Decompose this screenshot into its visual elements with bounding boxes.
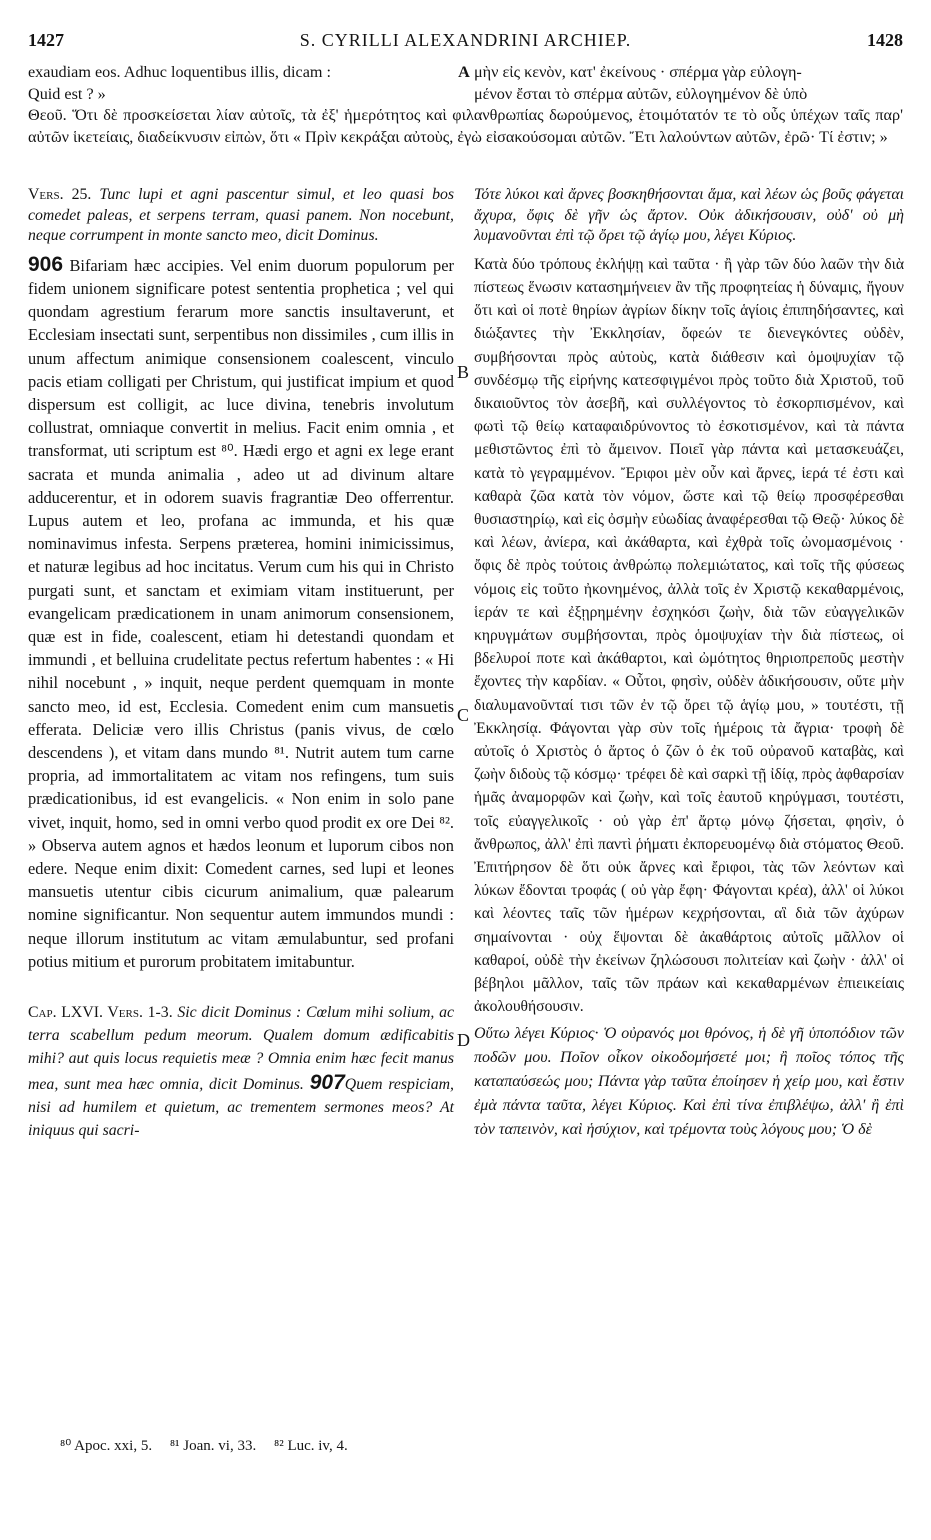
intro-latin-line-1: exaudiam eos. Adhuc loquentibus illis, dicam : [28,63,332,81]
margin-marker-a: A [458,63,470,81]
page-number-right: 1428 [867,30,903,50]
margin-marker-b: B [457,362,470,382]
intro-block [28,62,903,148]
greek-commentary: Κατὰ δύο τρόπους ἐκλήψῃ καὶ ταῦτα · ἢ γὰρ τῶν δύο λαῶν τὴν διὰ πίστεως ἕνωσιν κατασημήνειεν ἂν τῆς προφητείας ἡ δύναμις, ἤγουν ὅτι καὶ οἱ ποτὲ θηρίων ἀγρίων δίκην τοῖς ἁγίοις ἐπιπηδήσαντες, καὶ διώξαντες τὴν Ἐκκλησίαν, ὄφεών τε διενεγκόντες οὐδὲν, συμβήσονται πρὸς αὐτοὺς, κατὰ διάθεσιν καὶ ὁμοψυχίαν τῷ συνδέσμῳ τῆς εἰρήνης κατεσφιγμένοι πρὸς τοῦτο διὰ Χριστοῦ, τοῦ δικαιοῦντος τὸν ἀσεβῆ, καὶ συλλέγοντος τὸ ἐσκορπισμένον, καὶ φωτὶ τῷ θείῳ καταφαιδρύνοντος τὸ ἐσκοτισμένον, καὶ τὰ πάντα μεθιστῶντος ἐπὶ τὸ ἄμεινον. Ποιεῖ γὰρ πάντα καὶ μετασκευάζει, κατὰ τὸ γεγραμμένον. Ἔριφοι μὲν οὖν καὶ ἄρνες, ἱερά τέ ἐστι καὶ καθαρὰ ζῶα κατὰ τὸν νόμον, ὥστε καὶ τῷ θείῳ προσφέρεσθαι θυσιαστηρίῳ, καὶ εἰς ὀσμὴν εὐωδίας ἀναφέρεσθαι τῷ Θεῷ· λύκος δὲ καὶ λέων, ἀνίερα, καὶ ἀκάθαρτα, καὶ ἐχθρὰ τοῖς ὠνομασμένοις · ὄφις δὲ πρὸς τούτοις ἀνθρώπῳ πολεμιώτατος, καὶ τοῖς τῆς φύσεως νόμοις εἰς τοῦτο ἠκονημένος, ἀλλὰ τοῖς ἐν Χριστῷ κεκαθαρμένοις, ἱεράν τε καὶ ἐξῃρημένην ἐσχηκόσι ζωὴν, διὰ τῶν εὐαγγελικῶν κηρυγμάτων συμβήσονται, πρὸς ὁμοψυχίαν τὴν διὰ πίστεως, οἱ βδελυροί ποτε καὶ ἀκάθαρτοι, καὶ ὠμότητος θηριοπρεποῦς μεστὴν ἔχοντες τὴν καρδίαν. « Οὗτοι, φησὶν, οὐδὲν ἀδικήσουσιν, οὔτε μὴν διαλυμανοῦνταί τισι τῶν ἐν τῷ ὄρει τῷ ἁγίῳ μου, » τουτέστι, τῇ Ἐκκλησίᾳ. Φάγονται γὰρ σὺν τοῖς ἡμέροις τὰ ἄγρια· τροφὴ δὲ αὐτοῖς ὁ Χριστὸς ὁ ἄρτος ὁ ζῶν ὁ ἐκ τοῦ οὐρανοῦ καταβὰς, καὶ ζωὴν διδοὺς τῷ κόσμῳ· τρέφει δὲ καὶ σαρκὶ τῇ ἰδίᾳ, πρὸς ἀφθαρσίαν ἡμᾶς ἀναμορφῶν καὶ ζωὴν, καὶ τοῖς ἑαυτοῦ κηρύγμασι, τουτέστι, τοῖς εὐαγγελικοῖς · οὐ γὰρ ἐπ' ἄρτῳ μόνῳ ζήσεται, φησὶν, ὁ ἄνθρωπος, ἀλλ' ἐπὶ παντὶ ῥήματι ἐκπορευομένῳ διὰ στόματος Θεοῦ. Ἐπιτήρησον δὲ ὅτι οὐκ ἄρνες καὶ ἔριφοι, τὰς τῶν λεόντων καὶ λύκων ἔδονται τροφάς ( οὐ γὰρ ἔφη· Φάγονται κρέα), ἀλλ' οἱ λύκοι καὶ λέοντες ταῖς τῶν ἡμέρων κεχρήσονται, αἳ διὰ τῶν ἀχύρων σημαίνονται · οὐχ ἕψονται δὲ ἀκαθάρτοις αὐτοῖς μᾶλλον οἱ καθαροί, οὐδὲ τὴν ἐκείνων ζηλώσουσι πολιτείαν καὶ ζωὴν · ἀλλ' οἱ βέβηλοι μᾶλλον, ταῖς τῶν πράων καὶ κεκαθαρμένων ἐπιεικείαις ἀκολουθήσουσιν. [474,255,904,1016]
footnote-81: ⁸¹ Joan. vi, 33. [169,1438,257,1454]
running-title: S. CYRILLI ALEXANDRINI ARCHIEP. [299,30,632,50]
intro-greek-line-2: μένον ἔσται τὸ σπέρμα αὐτῶν, εὐλογημένον δὲ ὑπὸ [474,84,808,103]
footnotes [60,1436,903,1455]
latin-verse-text: Tunc lupi et agni pascentur simul, et leo quasi bos comedet paleas, et serpens terram, quasi panem. Non nocebunt, neque corrumpent in monte sancto meo, dicit Dominus. [28,186,455,245]
latin-commentary [28,253,454,973]
column-number-906: 906 [28,252,64,276]
latin-commentary-text: Bifariam hæc accipies. Vel enim duorum populorum per fidem unionem significare potest sententia prophetica ; vel qui quondam agrestium ferarum more sanctis insultaverunt, et Ecclesiam insectati sunt, serpentibus non dissimiles , cum illis in unum affectum animique consensionem coalescent, vinculo pacis etiam colligati per Christum, qui justificat impium et quod dispersum est colligit, ac luce divina, tenebris involutum collustrat, omniaque convertit in melius. Facit enim omnia , et transformat, uti scriptum est ⁸⁰. Hædi ergo et agni ex lege erant sacrata et munda animalia , adeo ut ad divinum altare adducerentur, et in odorem suavis fragrantiæ Deo offerrentur. Lupus autem et leo, profana ac immunda, et his quæ nominavimus infesta. Serpens præterea, homini inimicissimus, et naturæ legibus ad hoc incitatus. Verum cum his qui in Christo purgati sunt, et sanctam et eximiam vitam instituerunt, per evangelicam prædicationem in unam animorum consensionem, quæ est in fide, coalescent, etiam hi detestandi quondam et immundi , et belluina crudelitate pectus refertum habentes : « Hi nihil nocebunt , » inquit, neque perdent quemquam in monte sancto meo, id est, Ecclesia. Comedent enim cum mansuetis efferata. Deliciæ vero illis Christus (panis vivus, de cœlo descendens ), et vitam dans mundo ⁸¹. Nutrit autem tum carne propria, ad immortalitatem ac vitam nos refingens, tum suis prædicationibus, id est evangelicis. « Non enim in solo pane vivet, inquit, homo, sed in omni verbo quod prodit ex ore Dei ⁸². » Observa autem agnos et hædos leonum et luporum cibos non edere. Neque enim dixit: Comedent carnes, sed lupi et leones mansuetis utentur cibis cicurum animalium, quæ palearum nomine significantur. Non sequentur autem immundos mundi : neque illorum institutum ac vitam æmulabuntur, sed profani potius mitium et purorum probitatem imitabuntur. [28,255,454,971]
intro-latin-line-2: Quid est ? » [28,84,106,103]
footnote-82: ⁸² Luc. iv, 4. [273,1438,348,1454]
column-number-907: 907 [309,1070,345,1094]
chapter-label: Cap. LXVI. Vers. 1-3. [28,1004,173,1022]
intro-line-1 [28,62,903,84]
page-number-left: 1427 [28,30,64,50]
latin-chapter-66 [28,1001,454,1142]
intro-greek-line-1: μὴν εἰς κενὸν, κατ' ἐκείνους · σπέρμα γὰρ εὐλογη- [474,63,802,81]
latin-column [28,185,454,1142]
margin-marker-c: C [457,705,470,725]
intro-greek-fullwidth: Θεοῦ. Ὅτι δὲ προσκείσεται λίαν αὐτοῖς, τὰ ἐξ' ἡμερότητος καὶ φιλανθρωπίας δωρούμενος, ἑτοιμότατόν τε τὸ οὖς ὑπέχων ταῖς παρ' αὐτῶν ἱκετείαις, διαδείκνυσιν εἰπὼν, ὅτι « Πρὶν κεκράξαι αὐτοὺς, ἐγὼ εἰσακούσομαι αὐτῶν. Ἔτι λαλούντων αὐτῶν, ἐρῶ· Τί ἐστιν; » [28,106,903,146]
greek-chapter-66: Οὕτω λέγει Κύριος· Ὁ οὐρανός μοι θρόνος, ἡ δὲ γῆ ὑποπόδιον τῶν ποδῶν μου. Ποῖον οἶκον οἰκοδομήσετέ μοι; ἢ ποῖος τόπος τῆς καταπαύσεώς μου; Πάντα γὰρ ταῦτα ἐποίησεν ἡ χείρ μου, καὶ ἔστιν ἐμὰ πάντα ταῦτα, λέγει Κύριος. Καὶ ἐπὶ τίνα ἐπιβλέψω, ἀλλ' ἢ ἐπὶ τὸν ταπεινὸν, καὶ ἡσύχιον, καὶ τρέμοντα τοὺς λόγους μου; Ὁ δὲ [474,1025,904,1139]
page-header [28,30,903,58]
greek-column [474,185,904,1142]
margin-marker-d: D [457,1030,470,1050]
footnote-80: ⁸⁰ Apoc. xxi, 5. [60,1438,153,1454]
greek-verse-25: Τότε λύκοι καὶ ἄρνες βοσκηθήσονται ἅμα, καὶ λέων ὡς βοῦς φάγεται ἄχυρα, ὄφις δὲ γῆν ὡς ἄρτον. Οὐκ ἀδικήσουσιν, οὐδ' οὐ μὴ λυμανοῦνται ἐπὶ τῷ ὄρει τῷ ἁγίῳ μου, λέγει Κύριος. [474,186,904,245]
latin-verse-25 [28,185,454,247]
verse-label: Vers. 25. [28,186,92,203]
intro-line-2 [28,84,903,106]
latin-chapter-text-1: Sic dicit Dominus : Cœlum mihi solium, ac terra scabellum pedum meorum. Qualem domum ædificabitis mihi? aut quis locus requietis meæ ? Omnia enim hæc fecit manus mea, sunt mea hæc omnia, dicit Dominus. [28,1004,454,1093]
latin-chapter-text-2: Quem respiciam, nisi ad humilem et quietum, ac trementem sermones meos? At iniquus qui sacri- [28,1075,455,1140]
